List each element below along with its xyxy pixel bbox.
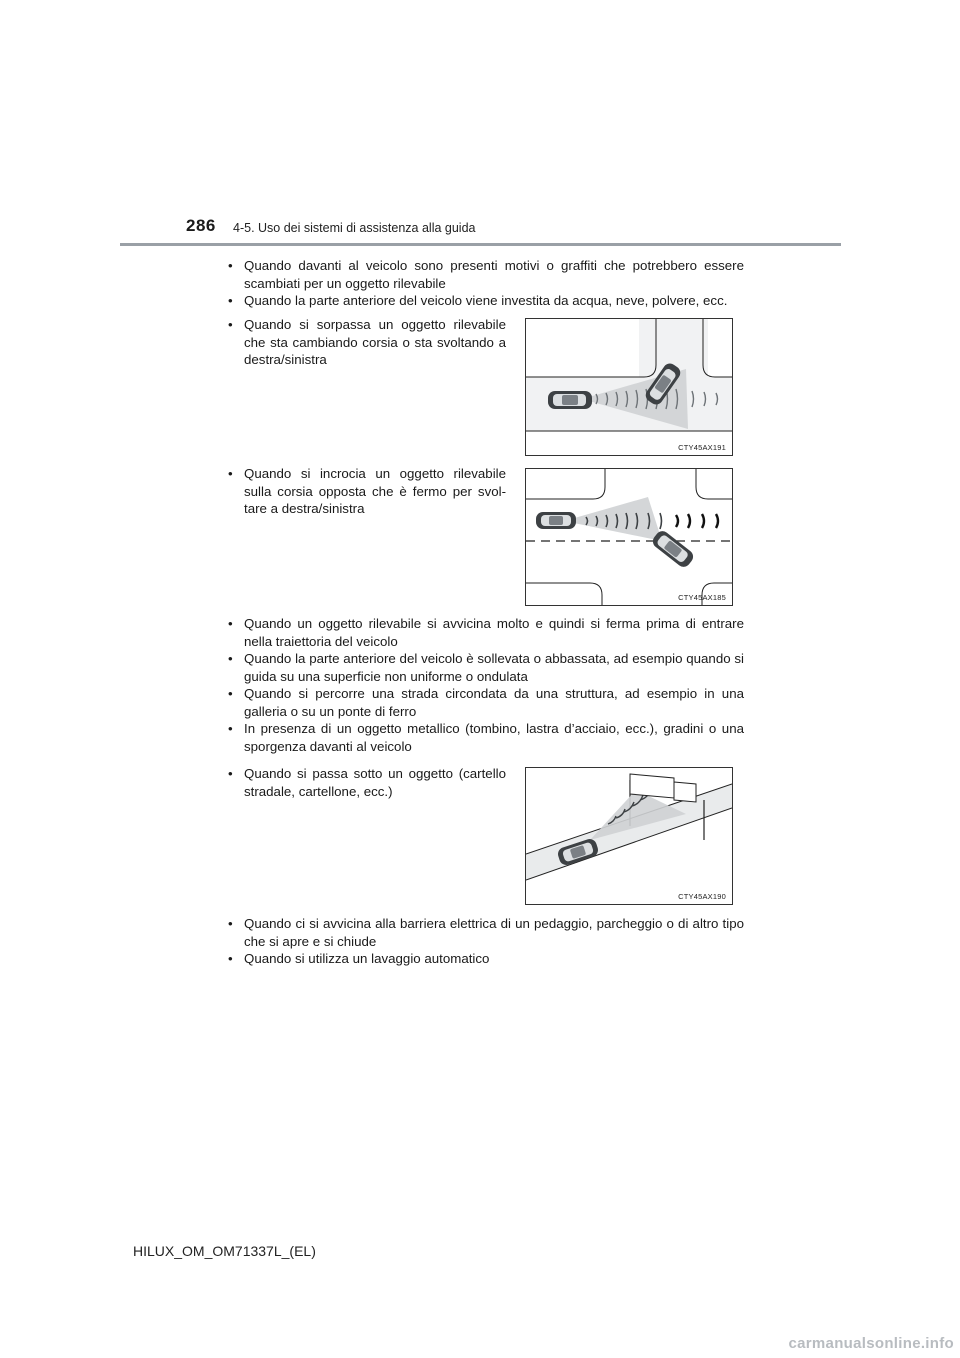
figure-overtaking <box>525 318 733 456</box>
section-title: 4-5. Uso dei sistemi di assistenza alla guida <box>233 221 476 235</box>
oncoming-turn-illustration <box>526 469 732 605</box>
list-item: • Quando la parte anteriore del veicolo viene investita da acqua, neve, polvere, ecc. <box>228 292 744 310</box>
list-item: • Quando si passa sotto un oggetto (cartello stradale, cartellone, ecc.) <box>228 765 506 800</box>
figure-code: CTY45AX190 <box>678 892 726 901</box>
overhead-sign-illustration <box>526 768 732 904</box>
figure-overhead-sign <box>525 767 733 905</box>
list-item: • Quando si sorpassa un oggetto rilevabile che sta cambiando corsia o sta svoltando a destra/sinistra <box>228 316 506 369</box>
list-item: • In presenza di un oggetto metallico (tombino, lastra d’acciaio, ecc.), gradini o una sporgenza davanti al veicolo <box>228 720 744 755</box>
overtaking-illustration <box>526 319 732 455</box>
list-item: • Quando si percorre una strada circondata da una struttura, ad esempio in una galleria o su un ponte di ferro <box>228 685 744 720</box>
bullet-list-middle <box>228 615 744 755</box>
bullet-list-figure2 <box>228 465 506 518</box>
bullet-list-bottom <box>228 915 744 968</box>
bullet-list-figure1 <box>228 316 506 369</box>
list-item: • Quando si incrocia un oggetto rilevabile sulla corsia opposta che è fermo per svol-tare a destra/sinistra <box>228 465 506 518</box>
list-item: • Quando un oggetto rilevabile si avvicina molto e quindi si ferma prima di entrare nella traiettoria del veicolo <box>228 615 744 650</box>
list-item: • Quando la parte anteriore del veicolo è sollevata o abbassata, ad esempio quando si guida su una superficie non uniforme o ondulata <box>228 650 744 685</box>
own-car-icon <box>548 391 592 409</box>
bullet-list-figure3 <box>228 765 506 800</box>
watermark: carmanualsonline.info <box>788 1335 954 1352</box>
figure-code: CTY45AX185 <box>678 593 726 602</box>
figure-code: CTY45AX191 <box>678 443 726 452</box>
bullet-list-top <box>228 257 744 310</box>
list-item: • Quando davanti al veicolo sono presenti motivi o graffiti che potrebbero essere scambiati per un oggetto rilevabile <box>228 257 744 292</box>
page-number: 286 <box>186 216 216 235</box>
list-item: • Quando si utilizza un lavaggio automatico <box>228 950 744 968</box>
list-item: • Quando ci si avvicina alla barriera elettrica di un pedaggio, parcheggio o di altro tipo che si apre e si chiude <box>228 915 744 950</box>
manual-code: HILUX_OM_OM71337L_(EL) <box>133 1243 316 1259</box>
header-rule <box>120 243 841 246</box>
figure-oncoming-turn <box>525 468 733 606</box>
own-car-icon <box>536 512 576 529</box>
